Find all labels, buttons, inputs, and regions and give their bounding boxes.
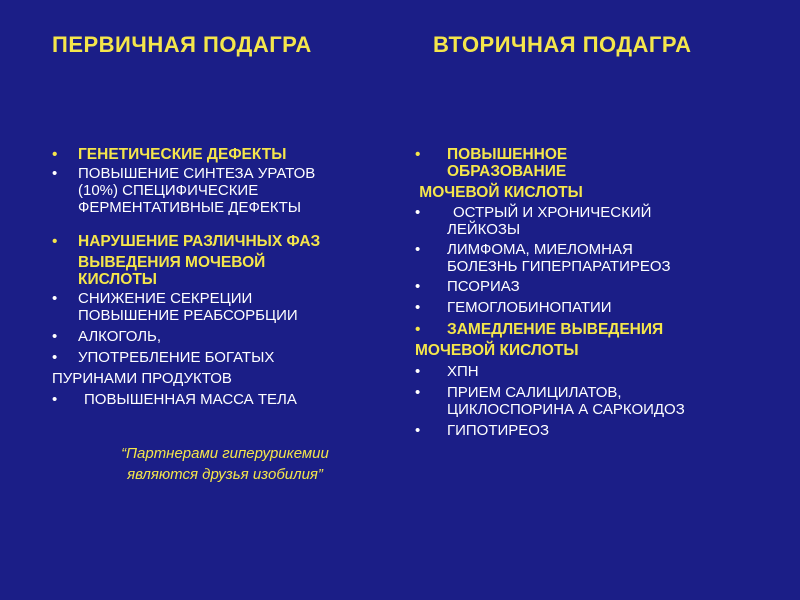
list-item-secretion: • СНИЖЕНИЕ СЕКРЕЦИИ: [52, 290, 392, 307]
list-item-salicylates-cont: ЦИКЛОСПОРИНА А САРКОИДОЗ: [447, 401, 685, 418]
quote: [60, 443, 390, 485]
heading-excretion-disorder-cont: ВЫВЕДЕНИЯ МОЧЕВОЙ: [78, 254, 266, 271]
heading-reduced-excretion: • ЗАМЕДЛЕНИЕ ВЫВЕДЕНИЯ: [415, 321, 775, 338]
list-item-lymphoma: • ЛИМФОМА, МИЕЛОМНАЯ: [415, 241, 775, 258]
list-item-lymphoma-cont: БОЛЕЗНЬ ГИПЕРПАРАТИРЕОЗ: [447, 258, 671, 275]
list-item-hypothyroidism: • ГИПОТИРЕОЗ: [415, 422, 775, 439]
list-item-leukemia-cont: ЛЕЙКОЗЫ: [447, 221, 521, 238]
heading-excretion-disorder-cont: КИСЛОТЫ: [78, 271, 157, 288]
heading-excretion-disorder: • НАРУШЕНИЕ РАЗЛИЧНЫХ ФАЗ: [52, 233, 392, 250]
list-item-body-mass: • ПОВЫШЕННАЯ МАССА ТЕЛА: [52, 391, 392, 408]
title-secondary-gout: ВТОРИЧНАЯ ПОДАГРА: [433, 32, 692, 57]
list-item-purine-food-cont: ПУРИНАМИ ПРОДУКТОВ: [52, 370, 232, 387]
heading-uric-acid: МОЧЕВОЙ КИСЛОТЫ: [415, 184, 583, 201]
list-item-psoriasis: • ПСОРИАЗ: [415, 278, 775, 295]
list-item-ckd: • ХПН: [415, 363, 775, 380]
heading-increased-formation-cont: ОБРАЗОВАНИЕ: [447, 163, 567, 180]
list-item-alcohol: • АЛКОГОЛЬ,: [52, 328, 392, 345]
heading-reduced-excretion-cont: МОЧЕВОЙ КИСЛОТЫ: [415, 342, 579, 359]
list-item-leukemia: • ОСТРЫЙ И ХРОНИЧЕСКИЙ: [415, 204, 775, 221]
heading-genetic-defects: • ГЕНЕТИЧЕСКИЕ ДЕФЕКТЫ: [52, 146, 392, 163]
list-item-purine-food: • УПОТРЕБЛЕНИЕ БОГАТЫХ: [52, 349, 392, 366]
primary-gout-column: [52, 146, 392, 408]
secondary-gout-column: [415, 146, 775, 439]
list-item-salicylates: • ПРИЕМ САЛИЦИЛАТОВ,: [415, 384, 775, 401]
quote-line: “Партнерами гиперурикемии: [121, 445, 329, 462]
heading-increased-formation: • ПОВЫШЕННОЕ: [415, 146, 775, 163]
list-item-hemoglobinopathy: • ГЕМОГЛОБИНОПАТИИ: [415, 299, 775, 316]
list-item-urate-synthesis: • ПОВЫШЕНИЕ СИНТЕЗА УРАТОВ: [52, 165, 392, 182]
list-item-urate-synthesis-cont: ФЕРМЕНТАТИВНЫЕ ДЕФЕКТЫ: [78, 199, 302, 216]
list-item-reabsorption: ПОВЫШЕНИЕ РЕАБСОРБЦИИ: [78, 307, 298, 324]
title-primary-gout: ПЕРВИЧНАЯ ПОДАГРА: [52, 32, 312, 57]
list-item-urate-synthesis-cont: (10%) СПЕЦИФИЧЕСКИЕ: [78, 182, 259, 199]
quote-line: являются друзья изобилия”: [127, 466, 323, 483]
